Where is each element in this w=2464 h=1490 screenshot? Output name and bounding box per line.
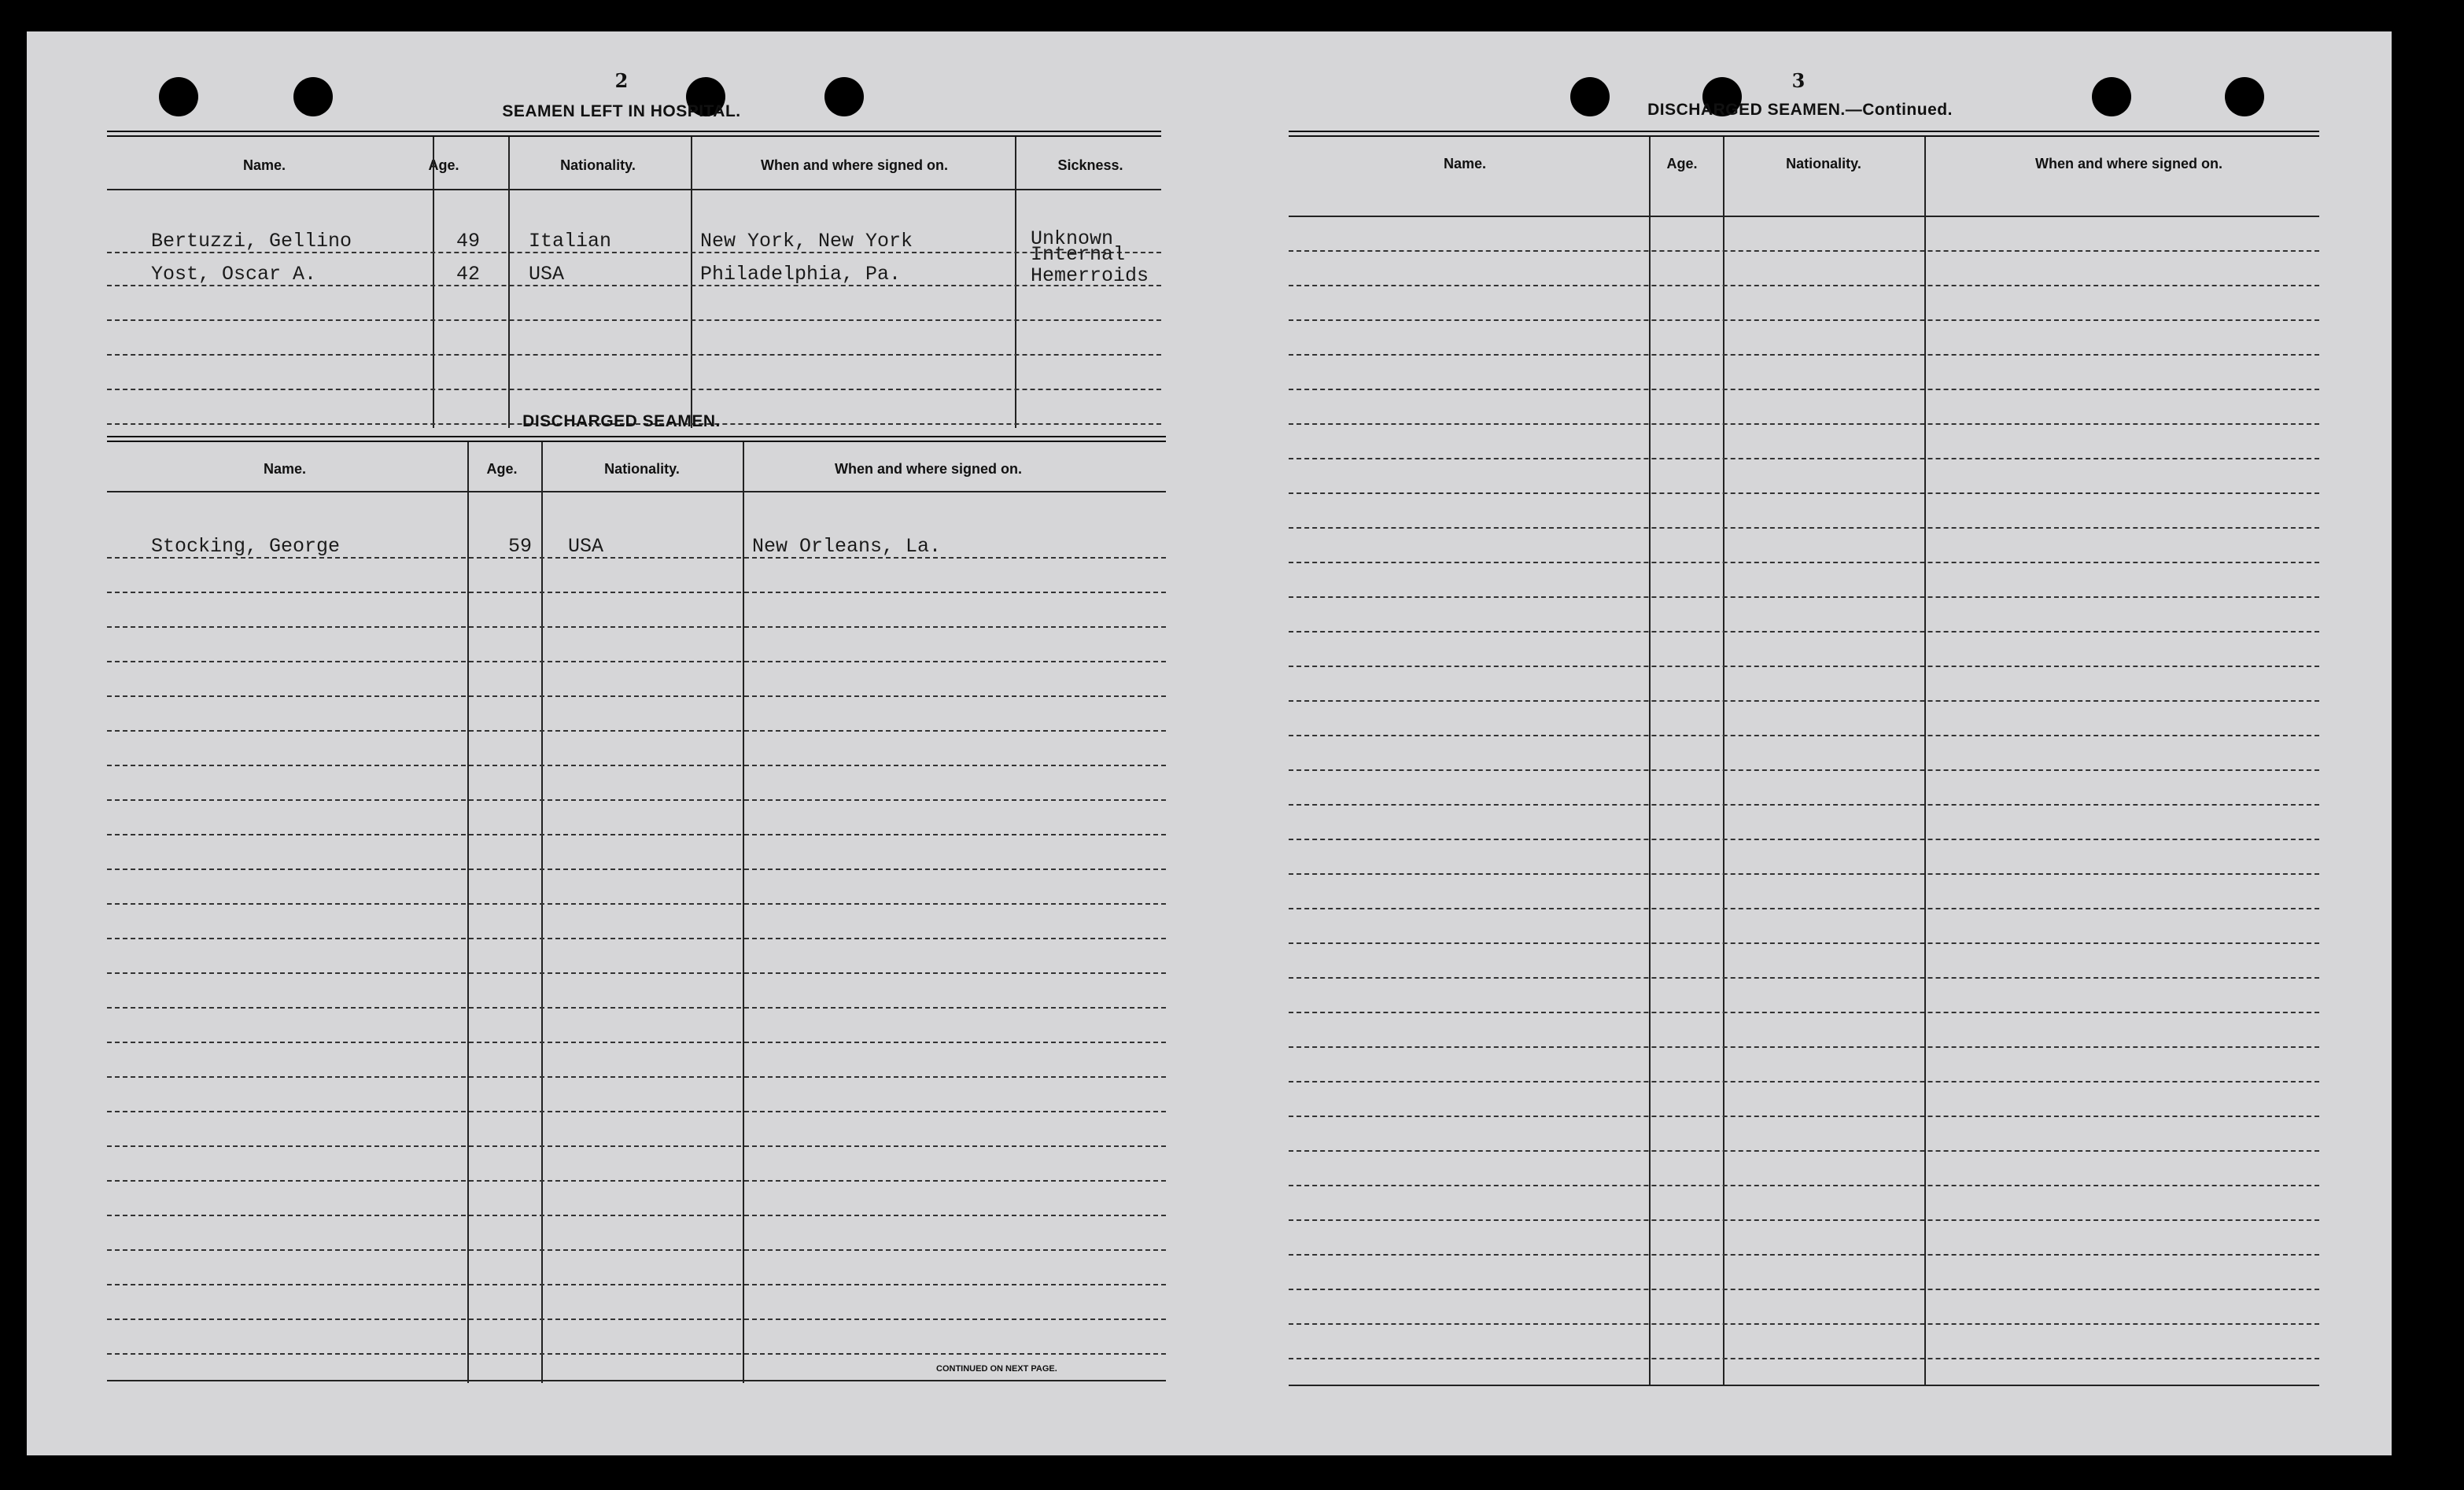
discharged-section-title: DISCHARGED SEAMEN.	[522, 412, 721, 430]
row-line	[1289, 977, 2319, 979]
seaman-name: Bertuzzi, Gellino	[151, 230, 352, 253]
col-header-nationality: Nationality.	[1786, 156, 1861, 171]
seaman-nationality: USA	[568, 535, 604, 558]
row-line	[1289, 1254, 2319, 1256]
row-line	[107, 1215, 1166, 1216]
column-divider	[508, 137, 510, 428]
row-line	[1289, 354, 2319, 356]
column-divider	[1649, 137, 1651, 1385]
col-header-age: Age.	[486, 461, 518, 477]
row-line	[1289, 492, 2319, 494]
col-header-signed-on: When and where signed on.	[2034, 156, 2223, 171]
row-line	[107, 1076, 1166, 1078]
row-line	[107, 1249, 1166, 1251]
row-line	[107, 1007, 1166, 1009]
row-line	[107, 765, 1166, 766]
row-line	[1289, 1185, 2319, 1186]
row-line	[1289, 319, 2319, 321]
row-line	[1289, 596, 2319, 598]
row-line	[1289, 839, 2319, 840]
punch-hole	[1570, 77, 1610, 116]
seaman-signed-on: New Orleans, La.	[752, 535, 942, 558]
col-header-name: Name.	[263, 461, 307, 477]
row-line	[1289, 527, 2319, 529]
col-header-age: Age.	[428, 157, 459, 173]
col-header-signed-on: When and where signed on.	[834, 461, 1023, 477]
row-line	[1289, 389, 2319, 390]
column-divider	[433, 137, 434, 428]
col-header-nationality: Nationality.	[560, 157, 636, 173]
column-divider	[467, 442, 469, 1383]
bottom-rule	[1289, 1385, 2319, 1386]
seaman-sickness: Unknown Internal	[1031, 227, 1126, 266]
row-line	[107, 1042, 1166, 1043]
row-line	[1289, 804, 2319, 806]
seaman-age: 49	[456, 230, 481, 253]
table-rule	[107, 436, 1166, 442]
row-line	[1289, 631, 2319, 633]
col-header-sickness: Sickness.	[1057, 157, 1123, 173]
row-line	[107, 626, 1166, 628]
punch-hole	[2225, 77, 2264, 116]
row-line	[107, 1319, 1166, 1320]
row-line	[107, 1111, 1166, 1112]
column-divider	[541, 442, 543, 1383]
page-number-right: 3	[1791, 69, 1806, 92]
row-line	[107, 354, 1161, 356]
seaman-signed-on: New York, New York	[700, 230, 913, 253]
row-line	[1289, 1323, 2319, 1325]
row-line	[107, 592, 1166, 593]
column-divider	[743, 442, 744, 1383]
punch-hole	[824, 77, 864, 116]
col-header-name: Name.	[1443, 156, 1487, 171]
row-line	[1289, 1289, 2319, 1290]
row-line	[107, 834, 1166, 835]
row-line	[1289, 700, 2319, 702]
seaman-age: 42	[456, 263, 481, 286]
row-line	[107, 1145, 1166, 1147]
row-line	[1289, 942, 2319, 944]
col-header-signed-on: When and where signed on.	[760, 157, 949, 173]
row-line	[1289, 250, 2319, 252]
seaman-name: Stocking, George	[151, 535, 341, 558]
col-header-nationality: Nationality.	[604, 461, 680, 477]
continued-footer: CONTINUED ON NEXT PAGE.	[936, 1364, 1057, 1374]
seaman-signed-on: Philadelphia, Pa.	[700, 263, 902, 286]
row-line	[1289, 1358, 2319, 1359]
row-line	[1289, 735, 2319, 736]
row-line	[107, 1284, 1166, 1285]
discharged-table	[107, 436, 1166, 1385]
table-rule	[1289, 131, 2319, 137]
row-line	[1289, 458, 2319, 459]
row-line	[1289, 423, 2319, 425]
seaman-nationality: Italian	[529, 230, 612, 253]
column-divider	[691, 137, 692, 428]
row-line	[1289, 1219, 2319, 1221]
discharged-continued-title: DISCHARGED SEAMEN.—Continued.	[1647, 101, 1953, 119]
punch-hole	[159, 77, 198, 116]
row-line	[1289, 666, 2319, 667]
punch-hole	[293, 77, 333, 116]
table-rule	[107, 131, 1161, 137]
col-header-age: Age.	[1666, 156, 1698, 171]
row-line	[107, 389, 1161, 390]
row-line	[107, 695, 1166, 697]
row-line	[1289, 1150, 2319, 1152]
header-rule	[107, 189, 1161, 190]
seaman-name: Yost, Oscar A.	[151, 263, 317, 286]
punch-hole	[2092, 77, 2131, 116]
hospital-section-title: SEAMEN LEFT IN HOSPITAL.	[502, 102, 741, 120]
row-line	[107, 903, 1166, 905]
row-line	[1289, 1116, 2319, 1117]
row-line	[1289, 908, 2319, 909]
row-line	[107, 661, 1166, 662]
row-line	[107, 972, 1166, 974]
row-line	[1289, 285, 2319, 286]
row-line	[107, 869, 1166, 870]
seaman-nationality: USA	[529, 263, 565, 286]
seaman-age: 59	[508, 535, 533, 558]
row-line	[1289, 562, 2319, 563]
row-line	[107, 938, 1166, 939]
document-sheet	[27, 31, 2392, 1455]
column-divider	[1723, 137, 1724, 1385]
row-line	[107, 1353, 1166, 1355]
row-line	[1289, 769, 2319, 771]
column-divider	[1924, 137, 1926, 1385]
column-divider	[1015, 137, 1016, 428]
row-line	[107, 799, 1166, 801]
row-line	[107, 730, 1166, 732]
discharged-continued-table	[1289, 131, 2319, 1389]
header-rule	[107, 491, 1166, 492]
row-line	[1289, 1046, 2319, 1048]
row-line	[107, 1180, 1166, 1182]
row-line	[1289, 1012, 2319, 1013]
row-line	[1289, 873, 2319, 875]
hospital-table	[107, 131, 1161, 433]
row-line	[107, 319, 1161, 321]
header-rule	[1289, 216, 2319, 217]
page-number-left: 2	[614, 69, 629, 92]
row-line	[1289, 1081, 2319, 1082]
bottom-rule	[107, 1380, 1166, 1381]
col-header-name: Name.	[242, 157, 286, 173]
seaman-sickness: Hemerroids	[1031, 264, 1149, 287]
